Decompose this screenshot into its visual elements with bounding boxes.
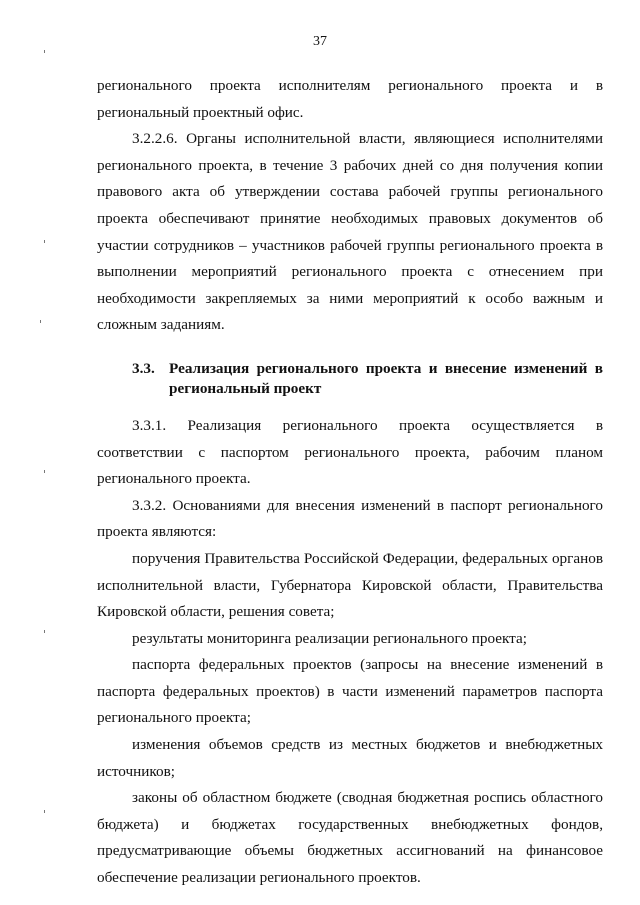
list-item-monitoring: результаты мониторинга реализации регионального проекта;	[132, 629, 527, 647]
scan-artifact	[44, 810, 45, 813]
scan-artifact	[44, 630, 45, 633]
list-item-budget-changes: изменения объемов средств из местных бюджетов и внебюджетных источников;	[97, 736, 603, 780]
list-item-budget-laws: законы об областном бюджете (сводная бюджетная роспись областного бюджета) и бюджетах государственных внебюджетных фондов, предусматривающие объемы бюджетных ассигнований на финансовое обеспечение реализации регионального проектов.	[97, 789, 603, 887]
page-number: 37	[313, 34, 327, 49]
list-item-orders: поручения Правительства Российской Федерации, федеральных органов исполнительной власти, Губернатора Кировской области, Правительства Кировской области, решения совета;	[97, 549, 603, 621]
document-body	[97, 73, 603, 892]
section-heading-number: 3.3.	[132, 359, 155, 377]
section-heading-text: Реализация регионального проекта и внесение изменений в региональный проект	[169, 359, 603, 397]
scan-artifact	[44, 470, 45, 473]
section-heading	[97, 359, 603, 399]
paragraph-3-3-2: 3.3.2. Основаниями для внесения изменений в паспорт регионального проекта являются:	[97, 496, 603, 541]
scan-artifact	[44, 50, 45, 53]
scan-artifact	[40, 320, 41, 323]
scan-artifact	[44, 240, 45, 243]
paragraph-3-3-1: 3.3.1. Реализация регионального проекта осуществляется в соответствии с паспортом регионального проекта, рабочим планом регионального проекта.	[97, 416, 603, 488]
paragraph-3-2-2-6: 3.2.2.6. Органы исполнительной власти, являющиеся исполнителями регионального проекта, в течение 3 рабочих дней со дня получения копии правового акта об утверждении состава рабочей группы регионального проекта обеспечивают принятие необходимых правовых документов об участии сотрудников – участников рабочей группы регионального проекта в выполнении мероприятий регионального проекта с отнесением при необходимости закрепляемых за ними мероприятий к особо важным и сложным заданиям.	[97, 130, 603, 334]
paragraph-continuation: регионального проекта исполнителям регионального проекта и в региональный проектный офис.	[97, 77, 603, 121]
list-item-federal-passports: паспорта федеральных проектов (запросы на внесение изменений в паспорта федеральных проектов) в части изменений параметров паспорта регионального проекта;	[97, 656, 603, 727]
